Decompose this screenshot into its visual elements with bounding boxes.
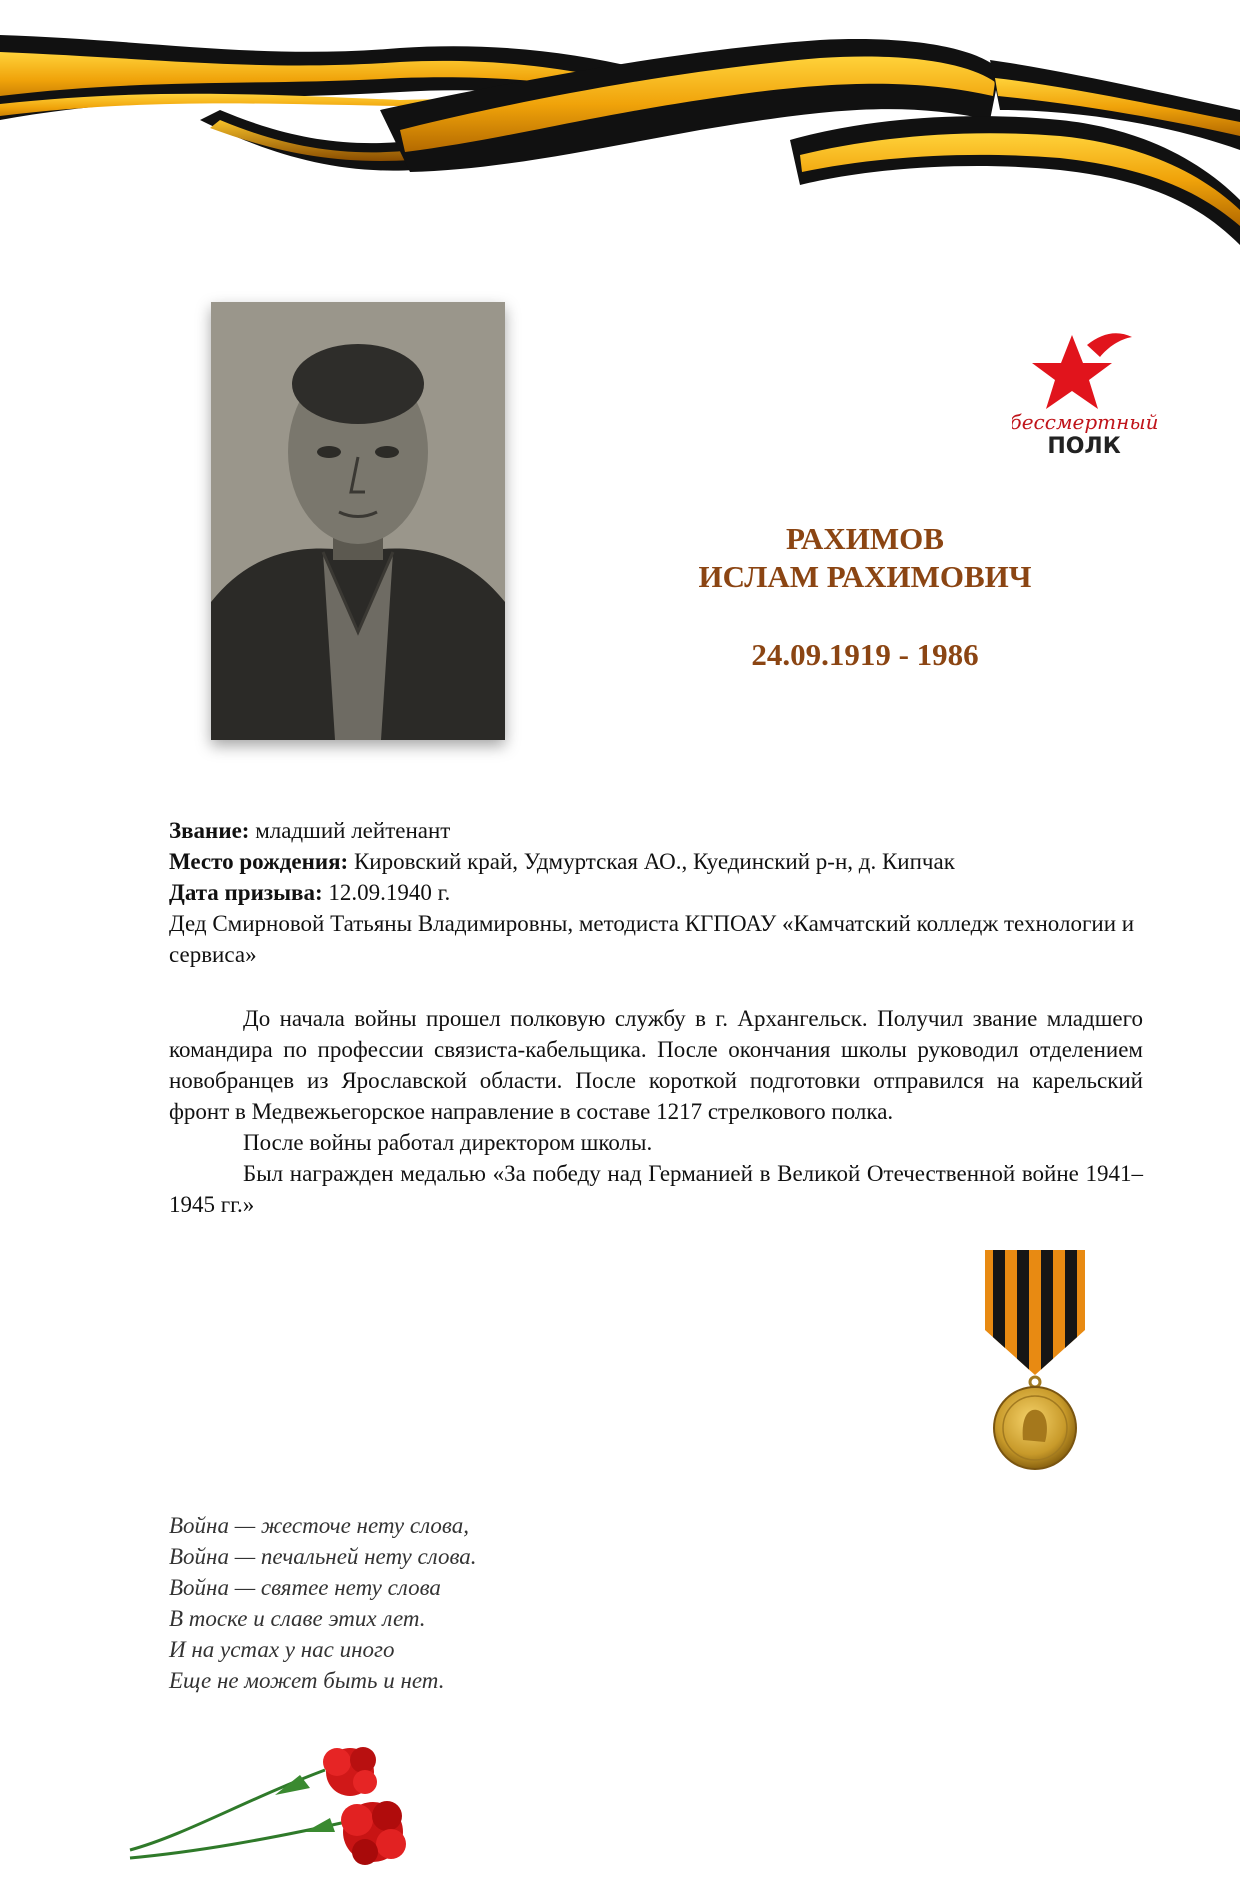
carnation-icon [341, 1801, 406, 1865]
birthplace-line [169, 846, 1143, 877]
given-names: ИСЛАМ РАХИМОВИЧ [698, 559, 1032, 594]
poem-line: И на устах у нас иного [169, 1637, 395, 1662]
rank-label: Звание: [169, 818, 250, 843]
portrait-photo [211, 302, 505, 740]
st-george-ribbon [0, 0, 1240, 250]
life-dates: 24.09.1919 - 1986 [751, 637, 979, 672]
info-block [169, 815, 1143, 970]
bio-paragraph-1: До начала войны прошел полковую службу в г. Архангельск. Получил звание младшего командира по профессии связиста-кабельщика. После окончания школы руководил отделением новобранцев из Ярославской области. После короткой подготовки отправился на карельский фронт в Медвежьегорское направление в составе 1217 стрелкового полка. [169, 1006, 1143, 1124]
carnation-icon [323, 1747, 377, 1796]
surname: РАХИМОВ [786, 521, 944, 556]
rank-value: младший лейтенант [249, 818, 451, 843]
poem [169, 1510, 869, 1696]
rank-line [169, 815, 1143, 846]
carnations-image [125, 1740, 415, 1890]
bio-paragraph-2: После войны работал директором школы. [243, 1130, 653, 1155]
poem-line: Война — святее нету слова [169, 1575, 441, 1600]
draft-value: 12.09.1940 г. [322, 880, 451, 905]
victory-medal-image [975, 1250, 1095, 1472]
poem-line: Еще не может быть и нет. [169, 1668, 445, 1693]
logo-line1: бессмертный [1012, 410, 1159, 434]
poem-line: Война — жесточе нету слова, [169, 1513, 469, 1538]
birthplace-value: Кировский край, Удмуртская АО., Куединский р-н, д. Кипчак [348, 849, 955, 874]
biography [169, 1003, 1143, 1220]
bio-paragraph-3: Был награжден медалью «За победу над Германией в Великой Отечественной войне 1941–1945 гг.» [169, 1161, 1143, 1217]
immortal-regiment-logo [1012, 325, 1162, 465]
draft-label: Дата призыва: [169, 880, 323, 905]
relation-text: Дед Смирновой Татьяны Владимировны, методиста КГПОАУ «Камчатский колледж технологии и сервиса» [169, 911, 1135, 967]
hero-heading [600, 520, 1130, 674]
draft-line [169, 877, 1143, 908]
poem-line: Война — печальней нету слова. [169, 1544, 477, 1569]
logo-line2: ПОЛК [1047, 434, 1121, 459]
birthplace-label: Место рождения: [169, 849, 349, 874]
poem-line: В тоске и славе этих лет. [169, 1606, 426, 1631]
